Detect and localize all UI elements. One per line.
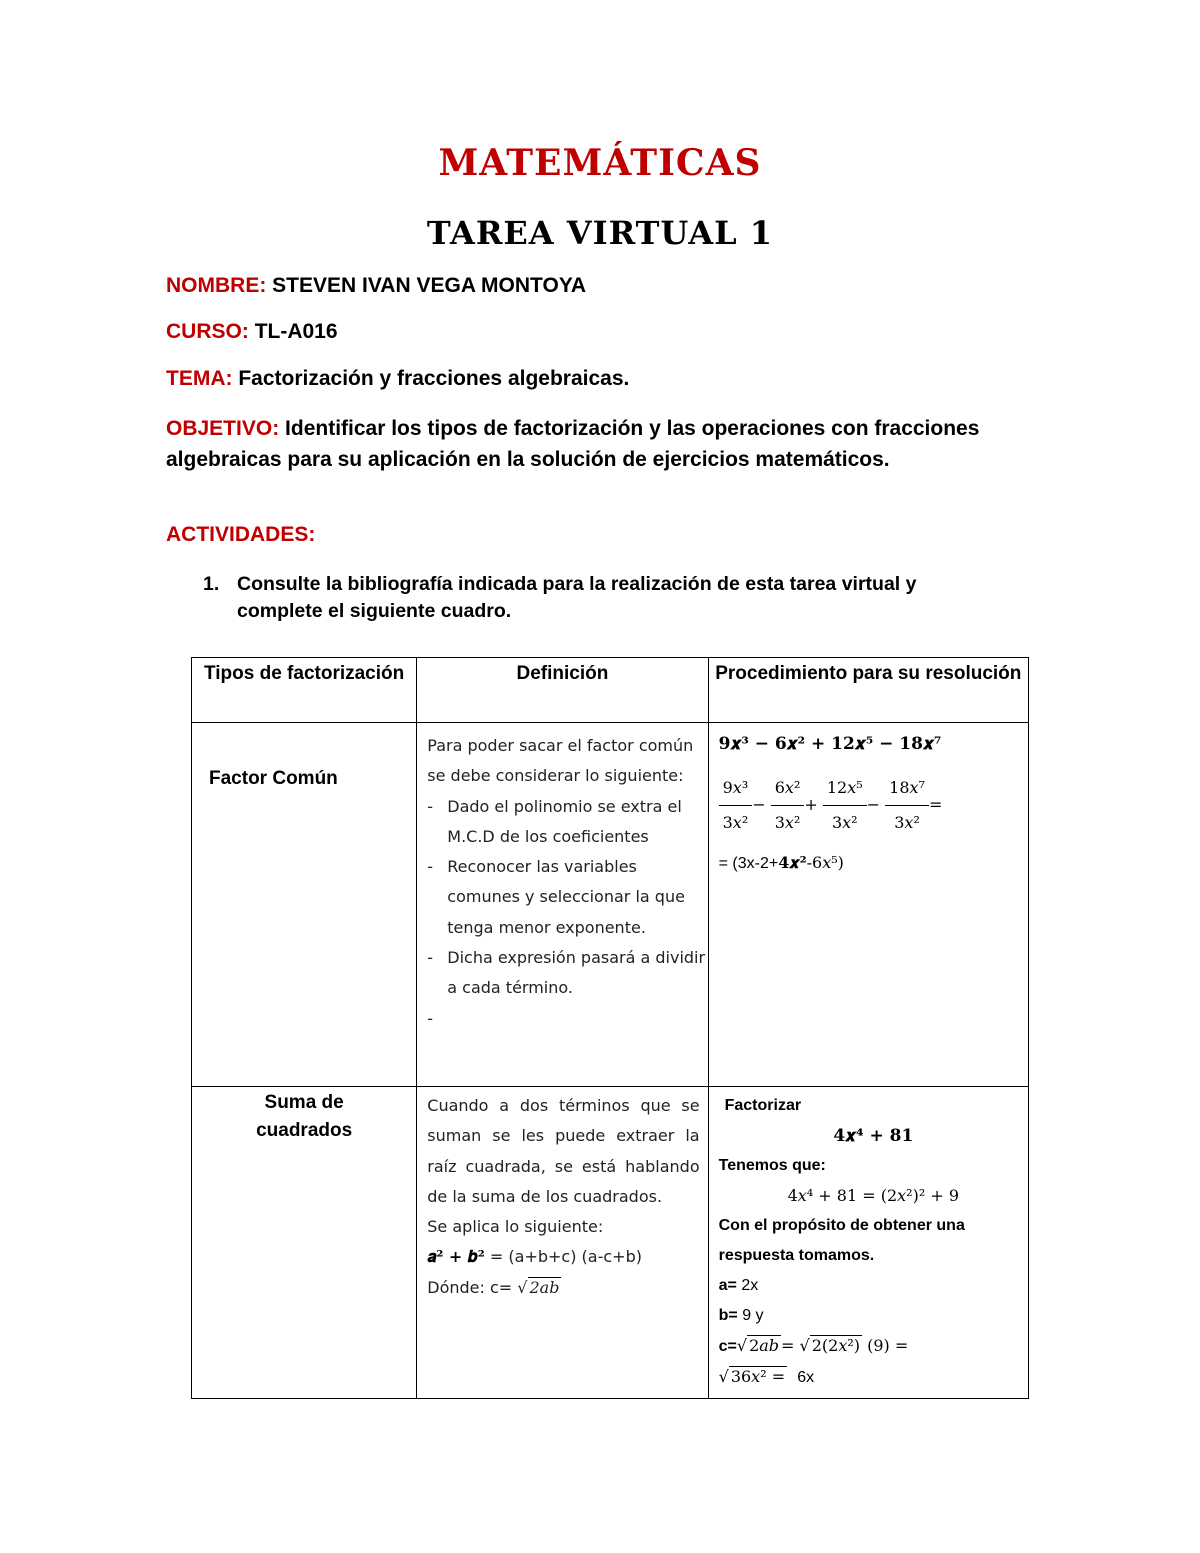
row1-definition xyxy=(417,723,708,1087)
row2-a: a= 2x xyxy=(718,1277,759,1294)
list-item: - Dicha expresión pasará a dividir a cada término. xyxy=(427,943,707,1004)
row2-name: Suma de cuadrados xyxy=(256,1092,353,1141)
activity-item xyxy=(203,571,943,625)
row1-procedure xyxy=(708,723,1028,1087)
fraction: $\frac{\text{12𝑥⁵}}{\text{3𝑥²}}$ xyxy=(823,773,867,838)
header-definicion: Definición xyxy=(417,658,708,723)
tema-label: TEMA: xyxy=(166,367,233,390)
row1-expression: 9𝒙³ − 6𝒙² + 12𝒙⁵ − 18𝒙⁷ xyxy=(718,734,942,754)
curso-field xyxy=(166,320,338,344)
row2-equation: 4𝑥⁴ + 81 = (2𝑥²)² + 9 xyxy=(787,1186,959,1205)
row2-c-final: √ 36𝑥² = 6x xyxy=(718,1367,815,1386)
row1-name: Factor Común xyxy=(209,768,338,789)
row2-def-text: Cuando a dos términos que se suman se les puede extraer la raíz cuadrada, se está hablando de la suma de los cuadrados. xyxy=(427,1096,700,1206)
header-tipos: Tipos de factorización xyxy=(192,658,417,723)
fraction: $\frac{\text{9𝑥³}}{\text{3𝑥²}}$ xyxy=(719,773,753,838)
list-item: - Reconocer las variables comunes y seleccionar la que tenga menor exponente. xyxy=(427,852,707,943)
document-title: MATEMÁTICAS xyxy=(438,142,762,184)
nombre-field xyxy=(166,274,586,298)
header-procedimiento: Procedimiento para su resolución xyxy=(708,658,1028,723)
curso-label: CURSO: xyxy=(166,320,249,343)
actividades-field xyxy=(166,523,315,547)
tema-value: Factorización y fracciones algebraicas. xyxy=(238,367,630,390)
row1-result: = (3x-2+4𝒙²-6𝑥⁵) xyxy=(718,853,844,872)
tema-field xyxy=(166,367,629,391)
table-header-row xyxy=(192,658,1029,723)
fraction: $\frac{\text{18𝑥⁷}}{\text{3𝑥²}}$ xyxy=(885,773,929,838)
row1-bullets xyxy=(427,792,707,1004)
row2-formula: 𝒂² + 𝒃² = (a+b+c) (a-c+b) xyxy=(427,1247,642,1267)
objetivo-value: Identificar los tipos de factorización y las operaciones con fracciones algebraicas para su aplicación en la solución de ejercicios matemáticos. xyxy=(166,417,980,471)
row2-c: c=√ 2𝑎𝑏 = √ 2(2𝑥²) (9) = xyxy=(718,1336,909,1355)
curso-value: TL-A016 xyxy=(254,320,338,343)
fraction: $\frac{\text{6𝑥²}}{\text{3𝑥²}}$ xyxy=(771,773,805,838)
activity-number: 1. xyxy=(203,573,220,595)
document-subtitle: TAREA VIRTUAL 1 xyxy=(426,214,774,252)
row1-name-cell xyxy=(192,723,417,1087)
row2-procedure xyxy=(708,1087,1028,1399)
nombre-label: NOMBRE: xyxy=(166,274,267,297)
row2-definition xyxy=(417,1087,708,1399)
objetivo-label: OBJETIVO: xyxy=(166,417,280,440)
row1-def-intro: Para poder sacar el factor común se debe considerar lo siguiente: xyxy=(427,736,694,786)
row2-expression: 4𝒙⁴ + 81 xyxy=(833,1126,914,1146)
actividades-label: ACTIVIDADES: xyxy=(166,523,316,546)
row2-b: b= 9 y xyxy=(718,1307,764,1324)
row2-donde: Dónde: c= √ 2𝑎𝑏 xyxy=(427,1277,560,1297)
activity-text: Consulte la bibliografía indicada para la realización de esta tarea virtual y complete el siguiente cuadro. xyxy=(237,573,917,622)
row1-fractions: $\frac{\text{9𝑥³}}{\text{3𝑥²}}$ − $\frac{\text{6𝑥²}}{\text{3𝑥²}}$ + $\frac{\text{12𝑥⁵}}{\text{3𝑥²}}$ − $\frac{\text{18𝑥⁷}}{\text{3𝑥²}}$ = xyxy=(719,773,1028,838)
row2-def-apply: Se aplica lo siguiente: xyxy=(427,1217,604,1237)
objetivo-field xyxy=(166,413,986,475)
nombre-value: STEVEN IVAN VEGA MONTOYA xyxy=(272,274,587,297)
row2-proposito: Con el propósito de obtener una respuesta tomamos. xyxy=(718,1217,965,1264)
row2-tenemos: Tenemos que: xyxy=(718,1157,826,1174)
table-row-factor-comun xyxy=(192,723,1029,1087)
row2-name-cell xyxy=(192,1087,417,1399)
list-item: - Dado el polinomio se extra el M.C.D de los coeficientes xyxy=(427,792,707,853)
factorization-table xyxy=(191,657,1029,1399)
table-row-suma-cuadrados xyxy=(192,1087,1029,1399)
row2-factorizar: Factorizar xyxy=(724,1097,802,1114)
